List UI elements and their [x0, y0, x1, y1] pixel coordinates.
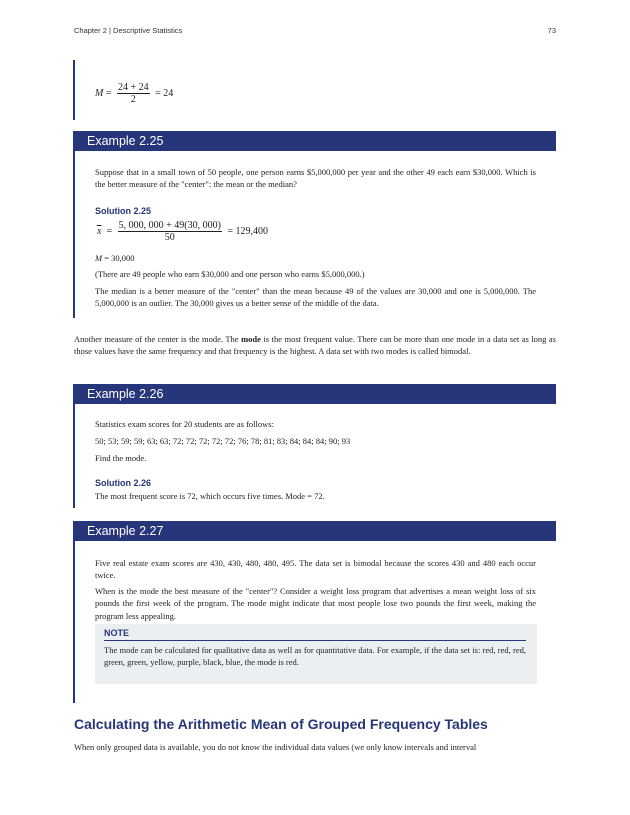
- example-2-27-para1: Five real estate exam scores are 430, 430, 480, 480, 495. The data set is bimodal because the scores 430 and 480 each occur twice.: [95, 558, 536, 581]
- running-head: [74, 26, 556, 35]
- median-result: 24: [163, 87, 174, 99]
- median-value-line: M = 30,000: [95, 253, 135, 263]
- example-2-27-para2: When is the mode the best measure of the "center"? Consider a weight loss program that advertises a mean weight loss of six pounds the first week of the program. The mode might indicate that most people lose two pounds the first week, making the program less appealing.: [95, 586, 536, 621]
- page-number: 73: [547, 26, 556, 35]
- mean-fraction: [118, 220, 222, 243]
- section-intro: When only grouped data is available, you do not know the individual data values (we only know intervals and interval: [74, 742, 477, 752]
- note-box: [95, 624, 537, 684]
- example-2-25-explanation: The median is a better measure of the "center" than the mean because 49 of the values are 30,000 and one is 5,000,000. The 5,000,000 is an outlier. The 30,000 gives us a better sense of the middle of the data.: [95, 286, 536, 309]
- mean-formula: $\overline{x}$ = $\frac{5, 000, 000 + 49(30, 000)}{50}$ = 129,400: [97, 220, 269, 243]
- mean-denominator: 50: [164, 232, 175, 243]
- median-formula: M = $\frac{24 + 24}{2}$ = 24: [95, 82, 174, 105]
- note-title: NOTE: [104, 628, 526, 641]
- example-2-27-header: Example 2.27: [73, 521, 556, 541]
- median-value-symbol: M: [95, 253, 103, 263]
- example-2-25-problem: Suppose that in a small town of 50 people, one person earns $5,000,000 per year and the other 49 each earn $30,000. Which is the better measure of the "center": the mean or the median?: [95, 167, 536, 190]
- median-symbol: M: [95, 87, 104, 99]
- mode-intro-paragraph: [74, 333, 556, 358]
- solution-2-26-title: Solution 2.26: [95, 478, 152, 488]
- mean-result: 129,400: [235, 225, 269, 237]
- example-2-26-header: Example 2.26: [73, 384, 556, 404]
- example-2-26-solution: The most frequent score is 72, which occurs five times. Mode = 72.: [95, 491, 325, 501]
- note-text: The mode can be calculated for qualitative data as well as for quantitative data. For example, if the data set is: red, red, red, green, green, yellow, purple, black, blue, the mode is red.: [104, 645, 526, 668]
- example-2-26-task: Find the mode.: [95, 453, 147, 463]
- solution-2-25-title: Solution 2.25: [95, 206, 152, 216]
- example-2-25-header: Example 2.25: [73, 131, 556, 151]
- example-2-26-problem: Statistics exam scores for 20 students are as follows:: [95, 419, 274, 429]
- median-fraction: [117, 82, 150, 105]
- example-2-26-scores: 50; 53; 59; 59; 63; 63; 72; 72; 72; 72; 72; 76; 78; 81; 83; 84; 84; 84; 90; 93: [95, 436, 351, 446]
- mode-intro-end: is the most frequent value. There can be more than one mode in a data set as long as those values have the same frequency and that frequency is the highest. A data set with two modes is called bimodal.: [74, 334, 556, 357]
- mode-intro-start: Another measure of the center is the mode. The: [74, 334, 242, 344]
- mode-term: mode: [241, 334, 261, 344]
- example-2-27-bar: [73, 521, 75, 703]
- mean-numerator: 5, 000, 000 + 49(30, 000): [118, 220, 221, 231]
- mean-symbol: $\overline{x}$: [97, 225, 102, 237]
- chapter-title: Chapter 2 | Descriptive Statistics: [74, 26, 183, 35]
- example-2-25-paren-note: (There are 49 people who earn $30,000 and one person who earns $5,000,000.): [95, 269, 365, 279]
- example-2-25-bar: [73, 131, 75, 318]
- median-denominator: 2: [130, 94, 136, 105]
- section-heading: Calculating the Arithmetic Mean of Grouped Frequency Tables: [74, 716, 488, 732]
- median-numerator: 24 + 24: [117, 82, 149, 93]
- example-continuation-bar: [73, 60, 75, 120]
- median-value: 30,000: [111, 253, 135, 263]
